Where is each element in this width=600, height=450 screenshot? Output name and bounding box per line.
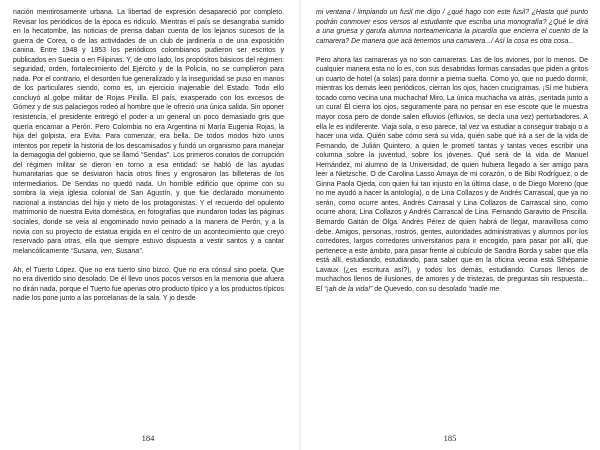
right-paragraph-1-text: Pero ahora las camareras ya no son camareras. Las de los aviones, por lo menos. De cualquier manera esta no lo es, con sus desabridas formas cansadas que piden a gritos un cuarto de hotel (a solas) para dormir a pierna suelta. Como yo, que no puedo dormir, mientras los demás leen periódicos, cierran los ojos, hacen crucigramas. ¡Si me hubiera tocado como vecina una muchachaf Miro. La única muchacha va atrás, ¡sentada junto a un cura! Él cierra los ojos, seguramente para no pensar en ese escote que le muestra mayor cosa pero de donde salen efluvios (efluvios, se decía una vez) perturbadores. A ella le es indiferente. Viaja sola, o eso parece, tal vez va estudiar a conseguir trabajo o a hacer una vida. Quién sabe cómo será su vida, quién sabe qué irá a ser de la vida de Fernando, de Julián Quintero, a quien le prometí tantas y tantas veces escribir una columna sobre la juventud, sobre los jóvenes. Qué será de la vida de Manuel Hernández, mi alumno de la Universidad, de quien hubiera llegado a ser amigo para leer a Nietzsche. O de Carolina Lasso Amaya de mi corazón, o de Bibi Rodríguez, o de Ginna Paola Ojeda, con quien fui tan injusto en la última clase, o de Diego Moreno (que no me ayudó a hacer la antología), o de Lina Collazos y de Andrés Carrascal, que ya no serán, como ocurre antes, Andrés Carrasal y Lina Collazos de Carrascal sino, como ocurre ahora, Lina Collazos y Andrés Carrascal de Lina. Fernando Garavito de Priscilla. Bernardo Gaitán de Olga. Andrés Pérez de quien habrá de llegar, maravillosa como debe. Amigos, personas, rostros, gentes, autoridades administrativas y alumnos por los corredores, largos corredores universitarios para ir encogido, para pasar por allí, que pertenece a este ámbito, para pasar frente al cubículo de Sandra Borda y saber que ella está allí, estudiando, estudiando, para saber que en la oficina vecina está Sthépanie Lavaux (¿es escritura así?), y todos los demás, estudiando. Cursos llenos de muchachos llenos de ilusiones, de amores y de tristezas, de preguntas sin respuesta... El bbox=[316, 56, 588, 293]
left-paragraph-1-text: nación mentirosamente urbana. La libertad de expresión desapareció por completo. Revisar los periódicos de la época es ridículo. Mientras el país se desangraba sumido en la hecatombe, las noticias de prensa daban cuenta de los lejanos sucesos de la guerra de Corea, o de las actividades de un club de jardinería o de una exposición canina. Entre 1948 y 1953 los periódicos colombianos pudieron ser escritos y publicados en Suecia o en Filipinas. Y, de otro lado, los propósitos básicos del régimen: seguridad, orden, fortalecimiento del Ejército y de la Policía, no se cumplieron para nada. Por el contrario, el desorden fue generalizado y la inseguridad se puso en manos de los particulares siendo, como es, un ejercicio inajenable del Estado. Todo ello concluyó al golpe militar de Rojas Pinilla. El país, exasperado con los excesos de Gómez y de sus palaciegos rodeó al hombre que le ofreció una única salida. Sin oponer resistencia, el presidente entregó el poder a un general un poco demasiado gris que quería encarnar a Perón. Pero Colombia no era Argentina ni María Eugenia Rojas, la hija del golpista, era Evita. Para comenzar, era bella. De todos modos hizo unos intentos por repetir la historia de los descamisados y fundó un organismo para manejar la demagogia del gobierno, que se llamó “Sendas”. Los primeros conatos de corrupción del régimen militar se dieron en torno a esa entidad: se habló de las ayudas humanitarias que se desviaron hacia otros fines y engrosaron las billeteras de los intermediarios. De Sendas no quedó nada. Un horrible edificio que oprime con su sombra la vieja iglesia colonial de San Agustín, y que fue declarado monumento nacional a instancias del hijo y nieto de los protagonistas. Y el recuerdo del opulento matrimonio de nuestra Evita doméstica, en fotografías que inundaron todas las páginas sociales, donde se veía al engominado novio peinado a la manera de Perón, y a la novia con su proyecto de estatua erigida en el centro de un acontecimiento que creyó reservado para otras, ella que siempre estuvo dispuesta a vestir santos y a cantar melancólicamente bbox=[13, 9, 284, 255]
right-text-column bbox=[316, 8, 588, 294]
left-paragraph-1-end: . bbox=[141, 247, 144, 255]
right-quote: “¡ah de la vida!” bbox=[324, 285, 373, 293]
right-paragraph-1-tail: de Quevedo, con su desolado bbox=[372, 285, 467, 293]
left-paragraph-2: Ah, el Tuerto López. Que no era tuerto sino bizco. Que no era cónsul sino poeta. Que no era divertido sino desolado. De él llevo unos pocos versos en la memoria que afuera no dirán nada, porque el Tuerto fue apenas otro producto típico y a los productos típicos nadie los pone junto a las porcelanas de la sala. Y jo desde bbox=[13, 266, 284, 303]
right-page-number: 185 bbox=[443, 433, 457, 443]
left-paragraph-1 bbox=[13, 8, 284, 256]
right-verse-block bbox=[316, 8, 588, 46]
right-page bbox=[300, 0, 600, 450]
left-song-title: “Susana, ven, Susana” bbox=[70, 247, 142, 255]
right-verse-text: mi ventana / limpiando un fusil me digo / ¿qué hago con este fusil? ¿Hasta qué punto podrán conmover esos versos al estudiante que escriba una monografía? ¿Qué le dirá a una gruesa y garufa alumna norteamericana la picardía que encierra el cuento de la camarera? De manera que acá tenemos una camarera.../ Así la cosa es otra cosa... bbox=[316, 9, 588, 45]
left-text-column bbox=[13, 8, 284, 304]
right-quote-2: “nadie me bbox=[468, 285, 500, 293]
right-paragraph-1 bbox=[316, 56, 588, 295]
left-page-number: 184 bbox=[141, 433, 155, 443]
